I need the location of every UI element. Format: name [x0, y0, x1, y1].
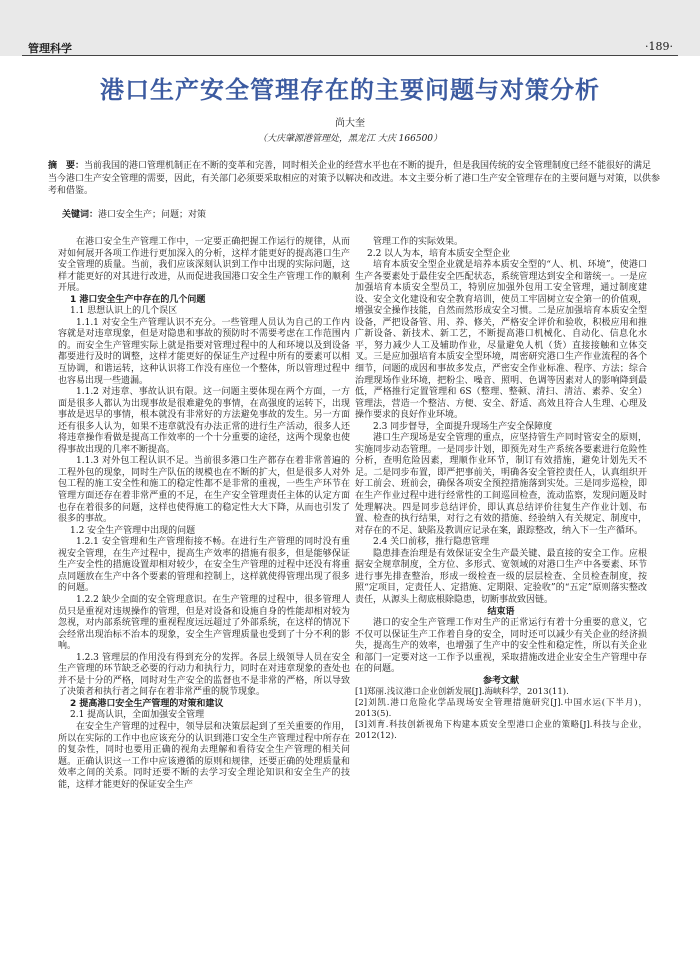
- article-title: 港口生产安全管理存在的主要问题与对策分析: [100, 76, 600, 104]
- abstract: [48, 160, 660, 198]
- section-heading: 2.1 提高认识，全面加强安全管理: [70, 710, 205, 721]
- journal-name: 管理科学: [28, 42, 72, 55]
- author: 尚大奎: [335, 118, 365, 129]
- section-heading: 1 港口安全生产中存在的几个问题: [70, 294, 206, 305]
- body-paragraph: 1.1.1 对安全生产管理认识不充分。一些管理人员认为自己的工作内容就是对违章现象，但是对隐患和事故的预防时不需要考虑在工作范围内的。而安全生产管理实际上就是指要对管理过程中的人和环境以及到设备都要进行及时的调整，这样才能更好的保证生产过程中所有的要素可以相互协调，和谐运转，这种认识将工作没有座位一个整体，所以管理过程中也容易出现一些遗漏。: [58, 317, 350, 386]
- abstract-text: 当前我国的港口管理机制正在不断的变革和完善，同时相关企业的经营水平也在不断的提升，但是我国传统的安全管理制度已经不能很好的满足当今港口生产安全管理的需要，因此，有关部门必须要采取相应的对策予以解决和改进。本文主要分析了港口生产安全管理存在的主要问题与对策，以供参考和借鉴。: [48, 161, 661, 197]
- keywords-text: 港口安全生产；问题；对策: [98, 210, 207, 220]
- reference-item: [2]刘凯.港口危险化学品现场安全管理措施研究[J].中国水运(下半月)，2013(5).: [355, 698, 647, 720]
- body-paragraph: 2.4 关口前移，推行隐患管理: [373, 537, 490, 548]
- section-heading: 1.1 思想认识上的几个误区: [70, 306, 178, 317]
- body-paragraph: 1.2.3 管理层的作用没有得到充分的发挥。各层上级领导人员在安全生产管理的环节缺乏必要的行动力和执行力，同时在对违章现象的查处也并不是十分的严格，同时对生产安全的监督也不是非常的严格，所以导致了决策者和执行者之间存在着非常严重的脱节现象。: [58, 652, 350, 698]
- body-paragraph: 在港口安全生产管理工作中，一定要正确把握工作运行的规律，从而对如何展开各项工作进行更加深入的分析，这样才能更好的提高港口生产安全管理的质量。当前，我们应该深刻认识到工作中出现的实际问题，这样才能更好的对其进行改进，从而促进我国港口安全生产管理工作的顺利开展。: [58, 237, 350, 294]
- body-paragraph: 港口生产现场是安全管理的重点，应坚持管生产同时管安全的原则，实施同步动态管理。一是同步计划，即预先对生产系统各要素进行危险性分析，查明危险因素，理顺作业环节，制订有效措施，避免计划先天不足。二是同步布置，即严把事前关，明确各安全管控责任人，认真组织开好工前会、班前会，确保各项安全预控措施落到实处。三是同步巡检，即在生产作业过程中进行经常性的工间巡回检查，流动监察，发现问题及时处理解决。四是同步总结评价，即认真总结评价往复生产作业计划、布置、检查的执行结果，对行之有效的措施、经验纳入有关规定、制度中，对存在的不足、缺陷及教训应记录在案，跟踪整改，纳入下一生产循环。: [355, 433, 647, 536]
- body-paragraph: 隐患排查治理是有效保证安全生产最关键、最直接的安全工作。应根据安全规章制度，全方位、多形式、宽领域的对港口生产中各要素、环节进行事先排查整治，形成一级检查一级的层层检查、全员检查制度，按照“定项目，定责任人、定措施、定期限、定验收”的“五定”原则落实整改责任，从源头上彻底根除隐患，切断事故致因链。: [355, 548, 647, 605]
- body-paragraph: 1.2.1 安全管理和生产管理衔接不畅。在进行生产管理的同时没有重视安全管理，在生产过程中，提高生产效率的措施有很多，但是能够保证生产安全性的措施设置却相对较少，在安全生产管理的过程中还没有将重点同题放在生产中各个要素的管理和控制上，这样就使得管理出现了很多的问题。: [58, 537, 350, 594]
- abstract-label: 摘 要：: [48, 161, 85, 171]
- header-divider: [22, 55, 678, 56]
- reference-item: [3]刘育.科技创新视角下构建本质安全型港口企业的策略[J].科技与企业，2012(12).: [355, 720, 647, 742]
- section-heading: 结束语: [487, 606, 515, 617]
- section-heading: 1.2 安全生产管理中出现的问题: [70, 525, 196, 536]
- affiliation: （大庆肇源港管理处，黑龙江 大庆 166500）: [257, 134, 443, 144]
- reference-item: [1]郑丽.浅议港口企业创新发展[J].海峡科学，2013(11).: [355, 687, 569, 698]
- body-paragraph: 港口的安全生产管理工作对生产的正常运行有着十分重要的意义，它不仅可以保证生产工作着自身的安全，同时还可以减少有关企业的经济损失，提高生产的效率，也增强了生产中的安全性和稳定性，所以有关企业和部门一定要对这一工作予以重视，采取措施改进企业安全生产管理中存在的问题。: [355, 618, 647, 675]
- body-paragraph: 1.1.2 对违章、事故认识有限。这一问题主要体现在两个方面，一方面是很多人都认为出现事故是很难避免的事情，在高强度的运转下，出现事故是迟早的事情，根本就没有非常好的方法避免事故的发生。另一方面还有很多人认为，如果不违章就没有办法正常的进行生产活动，很多人还将违章操作看做是提高工作效率的一个十分重要的途径，这两个现象也使得事故出现的几率不断提高。: [58, 387, 350, 455]
- section-heading: 2.2 以人为本，培育本质安全型企业: [367, 248, 511, 259]
- keywords-label: 关键词：: [62, 210, 99, 220]
- body-paragraph: 2.3 同步督导，全面提升现场生产安全保障度: [373, 421, 553, 432]
- right-column: [355, 237, 647, 742]
- body-paragraph: 在安全生产管理的过程中，领导层和决策层起到了至关重要的作用，所以在实际的工作中也应该充分的认识到港口安全生产管理过程中所存在的复杂性，同时也要用正确的视角去理解和看待安全生产管理的相关问题。正确认识这一工作中应该遵循的原则和规律，还要正确的处理质量和效率之间的关系。同时还要不断的去学习安全理论知识和安全生产的技能，这样才能更好的保证安全生产: [58, 721, 350, 790]
- body-paragraph: 管理工作的实际效果。: [373, 237, 464, 247]
- body-paragraph: 1.2.2 缺少全面的安全管理意识。在生产管理的过程中，很多管理人员只是重视对违规操作的管理，但是对设备和设施自身的性能却相对较为忽视，对内部系统管理的重视程度远远超过了外部系统，在这样的情况下会经常出现治标不治本的现象，安全生产管理质量也受到了十分不利的影响。: [58, 594, 350, 652]
- body-paragraph: 1.1.3 对外包工程认识不足。当前很多港口生产都存在着非常普遍的工程外包的现象，同时生产队伍的规模也在不断的扩大，但是很多人对外包工程的施工安全性和施工的稳定性都不是非常的重视，一些生产环节在管理方面还存在着非常严重的不足，在生产安全管理责任主体的认定方面也存在着很多的问题，这样也使得施工的稳定性大大下降，从而也引发了很多的事故。: [58, 456, 350, 525]
- section-heading: 2 提高港口安全生产管理的对策和建议: [70, 698, 224, 709]
- page-header: [0, 0, 700, 56]
- body-paragraph: 培育本质安全型企业就是培养本质安全型的“人、机、环境”，使港口生产各要素处于最佳安全匹配状态，系统管理达到安全和谐统一。一是应加强培育本质安全型员工，特别应加强外包用工安全管理，通过制度建设、安全文化建设和安全教育培训，使员工牢固树立安全第一的价值观，增强安全操作技能，自然而然形成安全习惯。二是应加强培育本质安全型设备，严把设备管、用、养、修关，严格安全评价和验收，积极应用和推广新设备、新技术、新工艺，不断提高港口机械化、自动化、信息化水平，努力减少人工及辅助作业，尽量避免人机（货）直接接触和立体交叉。三是应加强培育本质安全型环境，周密研究港口生产作业流程的各个细节，问题的成因和事故多发点，严密安全作业标准、程序、方法；综合治理现场作业环境，把粉尘、噪音、照明、色调等因素对人的影响降到最低，严格推行定置管理和 6S（整理、整顿、清扫、清洁、素养、安全）管理法，营造一个整洁、方便、安全、舒适、高效且符合人生理、心理及操作要求的良好作业环境。: [355, 260, 647, 421]
- keywords: [62, 207, 662, 220]
- page-number: ·189·: [645, 40, 673, 53]
- left-column: [58, 237, 350, 791]
- section-heading: 参考文献: [482, 675, 519, 686]
